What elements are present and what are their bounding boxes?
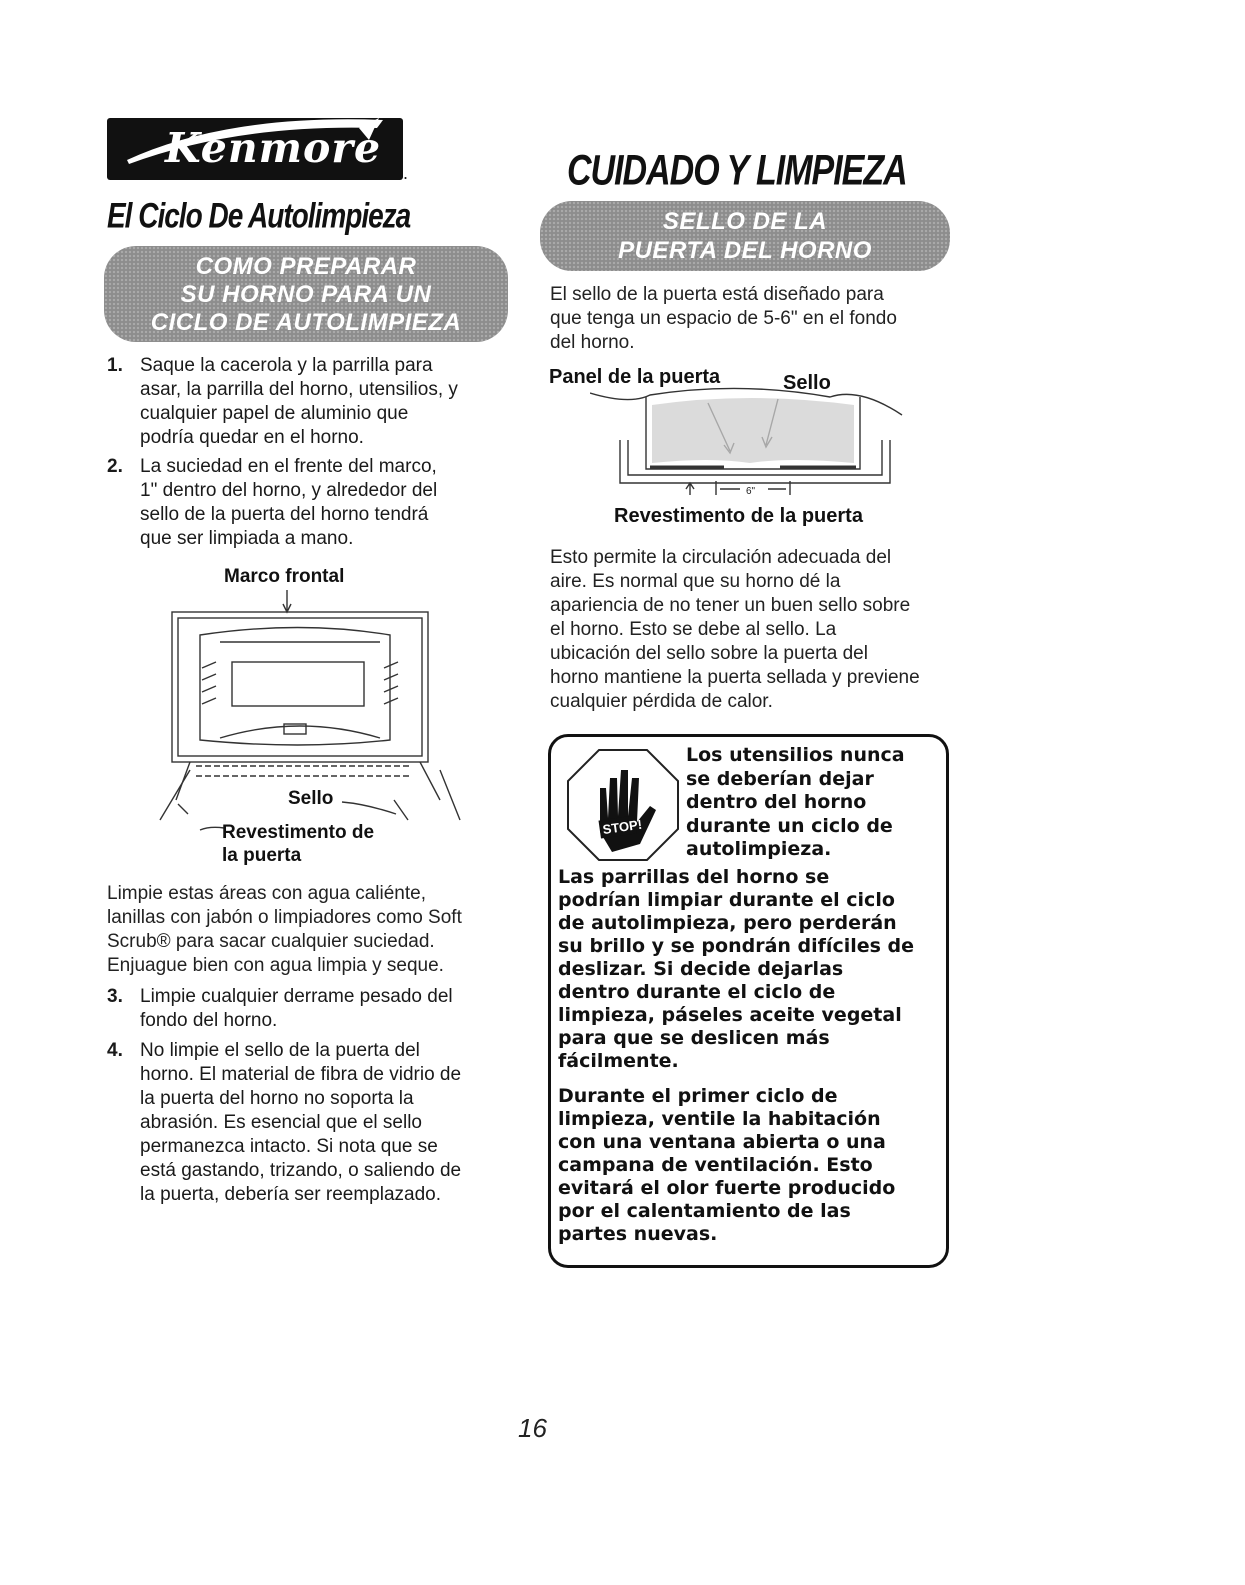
stop-text: STOP! [601, 816, 643, 838]
prep-banner [104, 246, 508, 342]
item-text: No limpie el sello de la puerta del horno. El material de fibra de vidrio de la puerta del horno no soporta la abrasión. Es esencial que el sello permanezca intacto. Si nota que se está gastando, trizando, o saliendo de la puerta, debería ser reemplazado. [140, 1040, 462, 1205]
diagram-label-lining: Revestimento de la puerta [614, 505, 863, 527]
seal-banner-line: PUERTA DEL HORNO [618, 237, 872, 264]
right-section-title: CUIDADO Y LIMPIEZA [567, 147, 907, 195]
diagram-label-seal: Sello [783, 372, 831, 394]
warning-ventilation-text: Durante el primer ciclo de limpieza, ventile la habitación con una ventana abierta o una campana de ventilación. Esto evitará el olor fuerte producido por el calentamiento de las partes nuevas. [558, 1085, 896, 1245]
seal-intro: El sello de la puerta está diseñado para que tenga un espacio de 5-6" en el fondo del horno. [550, 284, 897, 353]
oven-frame-diagram [140, 590, 470, 850]
item-number: 3. [107, 986, 123, 1007]
item-text: Limpie cualquier derrame pesado del fondo del horno. [140, 986, 453, 1031]
item-number: 1. [107, 355, 123, 376]
warning-racks-text: Las parrillas del horno se podrían limpiar durante el ciclo de autolimpieza, pero perderán su brillo y se pondrán difíciles de deslizar. Si decide dejarlas dentro durante el ciclo de limpieza, páseles aceite vegetal para que se deslicen más fácilmente. [558, 866, 915, 1072]
seal-banner [540, 201, 950, 271]
seal-explanation: Esto permite la circulación adecuada del aire. Es normal que su horno dé la apariencia de no tener un buen sello sobre el horno. Esto se debe al sello. La ubicación del sello sobre la puerta del horno mantiene la puerta sellada y previene cualquier pérdida de calor. [550, 547, 920, 712]
page-number: 16 [518, 1413, 547, 1443]
prep-banner-line: CICLO DE AUTOLIMPIEZA [150, 309, 462, 336]
item-number: 2. [107, 456, 123, 477]
diagram-label-seal: Sello [288, 788, 334, 809]
item-text: La suciedad en el frente del marco, 1" dentro del horno, y alrededor del sello de la puerta del horno tendrá que ser limpiada a mano. [140, 456, 438, 549]
cleaning-paragraph: Limpie estas áreas con agua caliénte, lanillas con jabón o limpiadores como Soft Scrub® para sacar cualquier suciedad. Enjuague bien con agua limpia y seque. [107, 883, 462, 976]
diagram-label-front-frame: Marco frontal [224, 566, 345, 587]
seal-banner-line: SELLO DE LA [662, 208, 828, 235]
prep-banner-line: COMO PREPARAR [195, 253, 417, 280]
list-item [107, 455, 527, 551]
logo-text: Kenmore [165, 124, 382, 172]
prep-banner-line: SU HORNO PARA UN [180, 281, 432, 308]
list-item [107, 985, 527, 1033]
item-text: Saque la cacerola y la parrilla para asar, la parrilla del horno, utensilios, y cualquier papel de aluminio que podría quedar en el horno. [140, 355, 458, 448]
left-section-title: El Ciclo De Autolimpieza [107, 196, 411, 235]
list-item [107, 1039, 527, 1209]
stop-hand-icon [566, 748, 680, 862]
diagram-label-lining: Revestimento de [222, 822, 375, 843]
gap-measure-label: 6" [746, 486, 756, 497]
logo-registered-mark: . [403, 163, 409, 183]
list-item [107, 354, 527, 450]
diagram-label-lining: la puerta [222, 845, 302, 866]
item-number: 4. [107, 1040, 123, 1061]
kenmore-logo [107, 118, 403, 180]
warning-headline: Los utensilios nunca se deberían dejar dentro del horno durante un ciclo de autolimpieza. [686, 744, 905, 860]
door-seal-diagram [590, 385, 910, 500]
diagram-label-door-panel: Panel de la puerta [549, 366, 721, 388]
